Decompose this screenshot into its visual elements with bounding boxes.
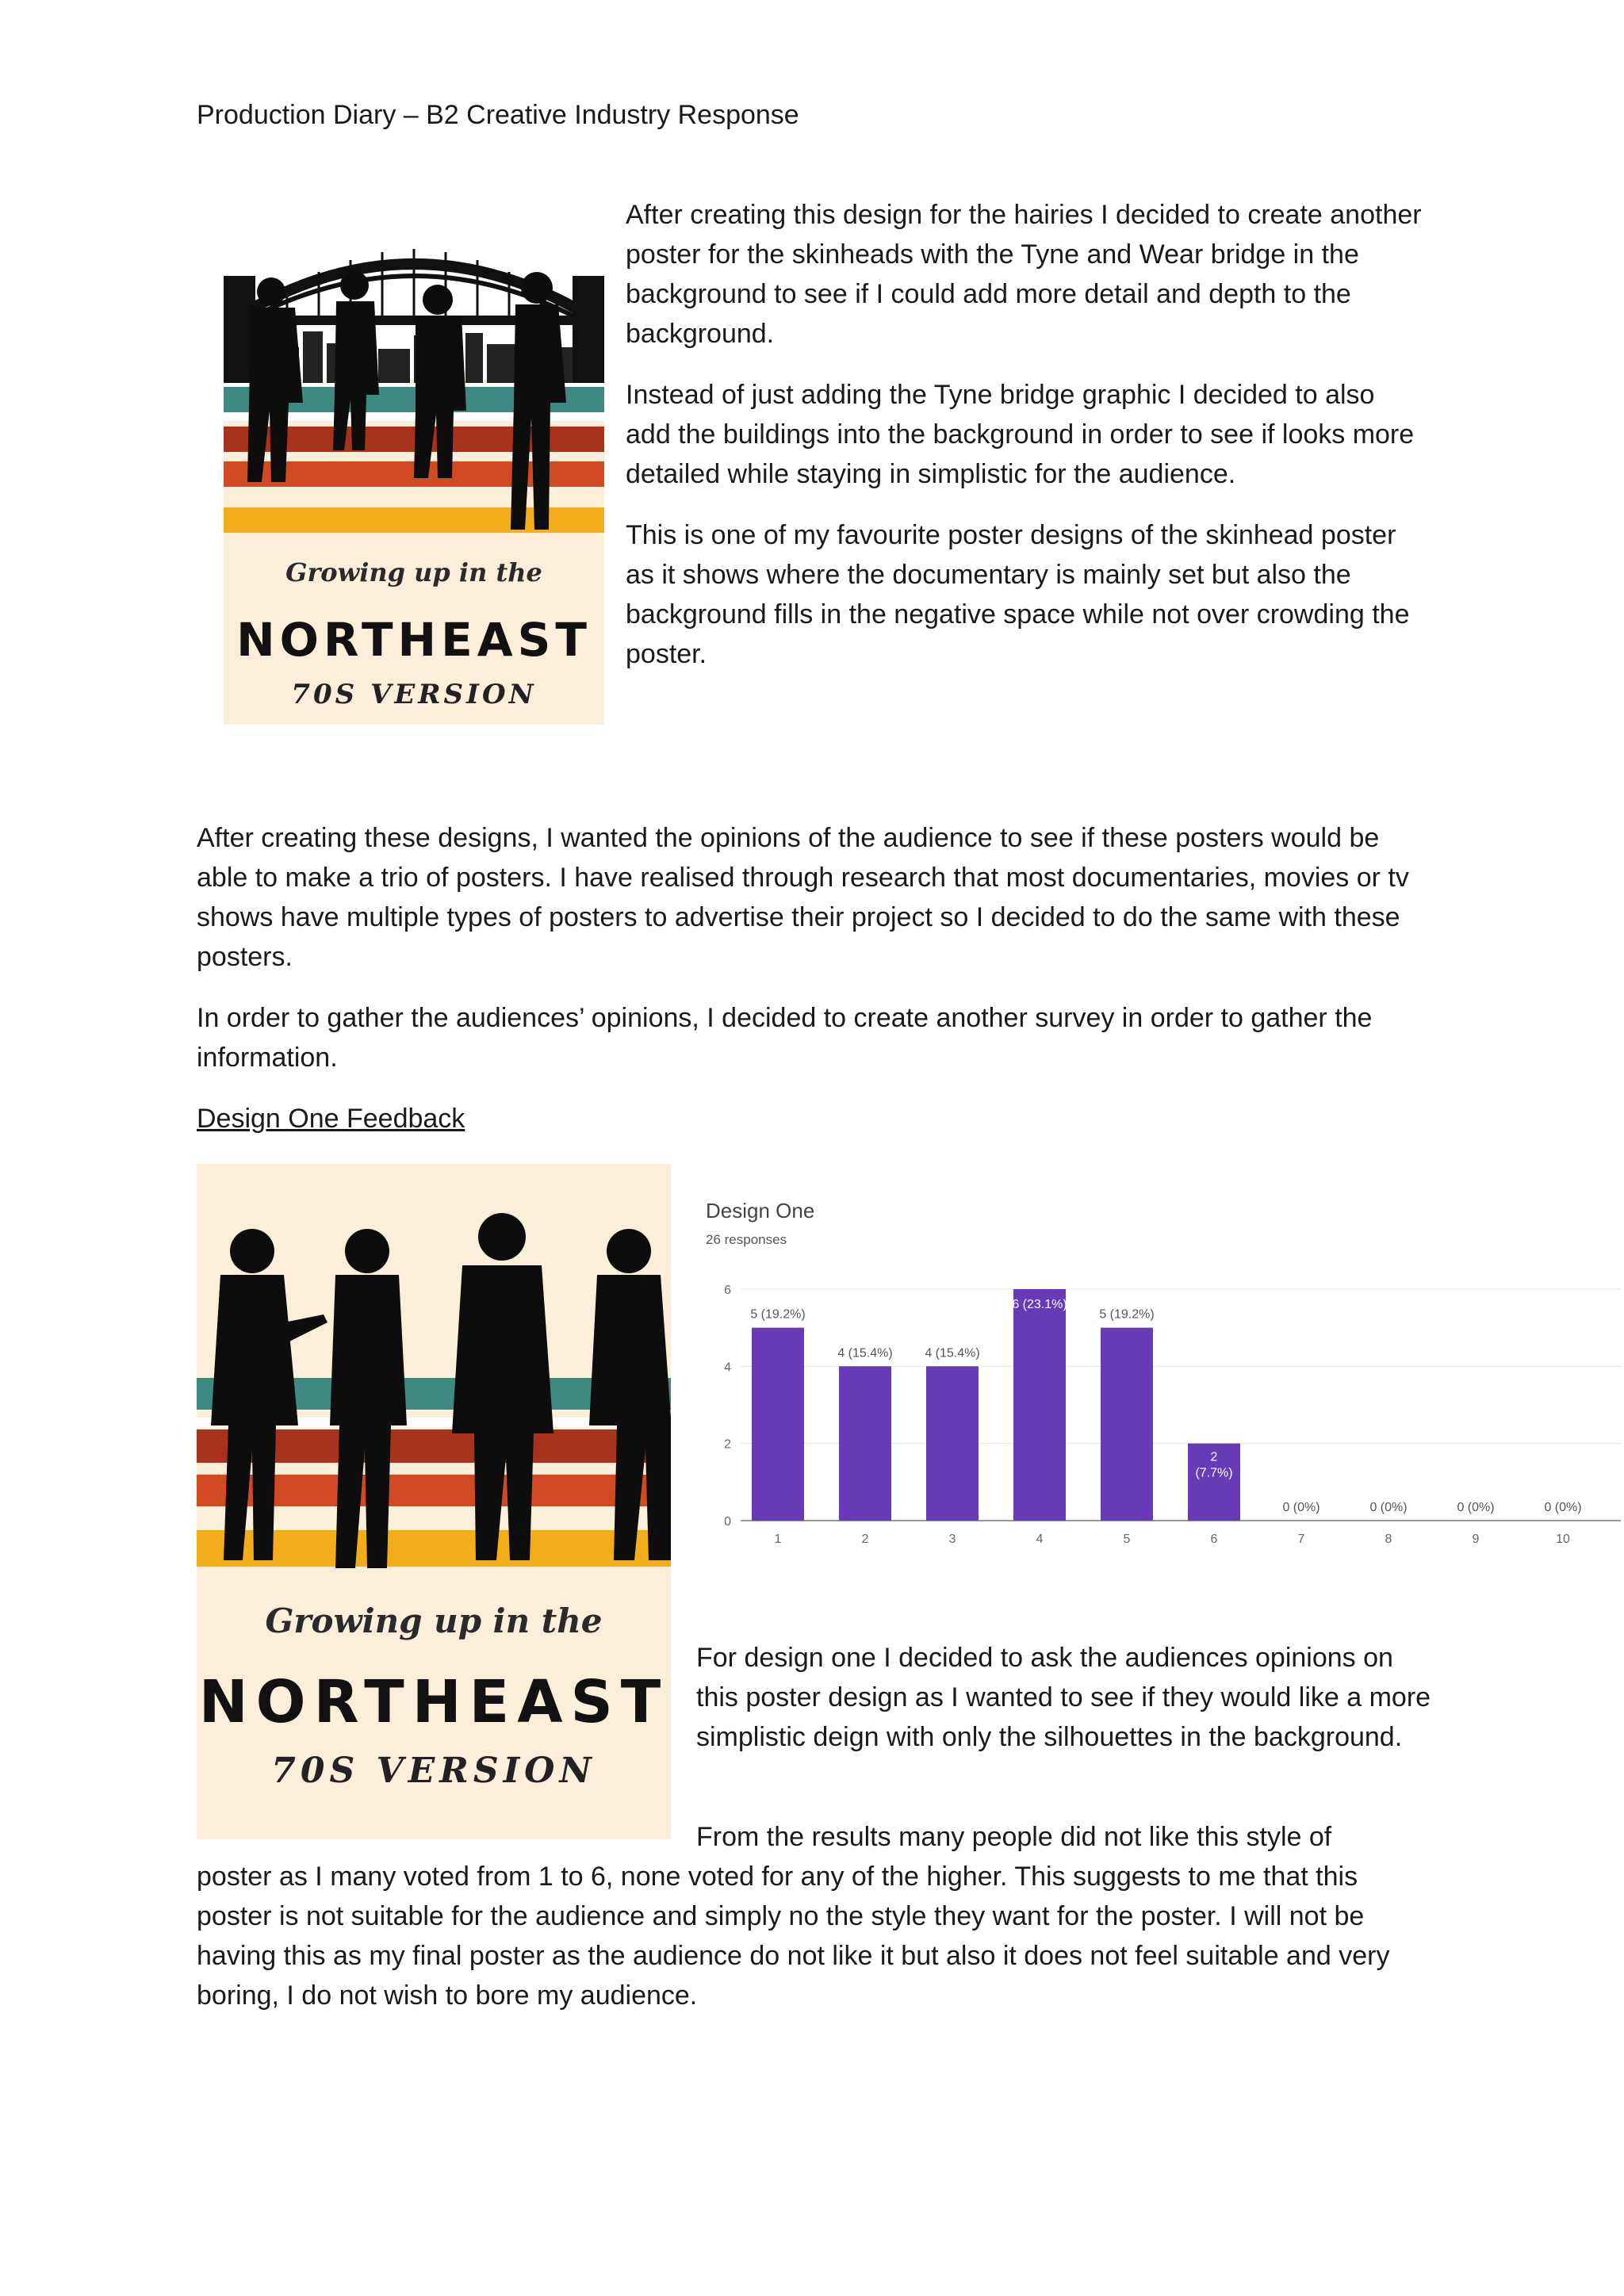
chart-bar (839, 1366, 891, 1521)
poster-bridge-line2: NORTHEAST (236, 613, 592, 667)
chart-data-label: 0 (0%) (1282, 1501, 1320, 1514)
chart-data-label: 0 (0%) (1369, 1501, 1408, 1514)
bottom-side-paragraphs (696, 1638, 1434, 1778)
paragraph: In order to gather the audiences’ opinions, I decided to create another survey in order to gather the information. (197, 1003, 1373, 1073)
section-heading: Design One Feedback (197, 1104, 465, 1134)
chart-xtick-label: 3 (948, 1533, 956, 1546)
poster-bridge-line3: 70S VERSION (291, 679, 537, 710)
chart-bar (1101, 1328, 1153, 1521)
chart-ytick-label: 0 (724, 1515, 731, 1529)
middle-paragraphs (197, 818, 1434, 1160)
poster-design-one-line3: 70S VERSION (271, 1751, 596, 1791)
poster-design-one-line2: NORTHEAST (198, 1668, 669, 1736)
page-header: Production Diary – B2 Creative Industry Response (197, 100, 799, 130)
chart-title: Design One (706, 1199, 815, 1223)
paragraph-rest: poster as I many voted from 1 to 6, none voted for any of the higher. This suggests to me that this poster is not suitable for the audience and simply no the style they want for the poster. I will not be having this as my final poster as the audience do not like it but also it does not feel suitable and very boring, I do not wish to bore my audience. (197, 1862, 1390, 2011)
paragraph-first-line: From the results many people did not like this style of (696, 1822, 1332, 1852)
paragraph: This is one of my favourite poster designs of the skinhead poster as it shows where the documentary is mainly set but also the background fills in the negative space while not over crowding the poster. (626, 520, 1410, 669)
chart-data-label: 5 (19.2%) (750, 1307, 806, 1322)
paragraph: For design one I decided to ask the audiences opinions on this poster design as I wanted to see if they would like a more simplistic deign with only the silhouettes in the background. (696, 1643, 1431, 1752)
paragraph: After creating these designs, I wanted the opinions of the audience to see if these posters would be able to make a trio of posters. I have realised through research that most documentaries, movies or tv shows have multiple types of posters to advertise their project so I decided to do the same with these posters. (197, 823, 1409, 972)
chart-data-label: 2 (1210, 1450, 1218, 1464)
chart-ytick-label: 4 (724, 1360, 731, 1375)
chart-bar (926, 1366, 979, 1521)
design-one-chart (693, 1180, 1624, 1560)
chart-bar (752, 1328, 804, 1521)
chart-data-label: 5 (19.2%) (1099, 1307, 1155, 1322)
chart-data-label: 0 (0%) (1544, 1501, 1582, 1514)
chart-ytick-label: 2 (724, 1437, 731, 1452)
chart-data-label: 4 (15.4%) (925, 1346, 980, 1360)
chart-bar (1013, 1289, 1066, 1521)
chart-xtick-label: 6 (1210, 1533, 1218, 1546)
chart-xtick-label: 4 (1036, 1533, 1044, 1546)
poster-bridge-image (224, 197, 604, 725)
chart-xtick-label: 8 (1385, 1533, 1392, 1546)
paragraph: Instead of just adding the Tyne bridge graphic I decided to also add the buildings into the background in order to see if looks more detailed while staying in simplistic for the audience. (626, 380, 1415, 489)
chart-xtick-label: 7 (1297, 1533, 1305, 1546)
chart-plot (693, 1180, 1624, 1560)
chart-data-label: (7.7%) (1195, 1466, 1233, 1480)
poster-design-one-art (197, 1164, 671, 1839)
chart-data-label: 6 (23.1%) (1012, 1298, 1067, 1311)
chart-xtick-label: 1 (774, 1533, 782, 1546)
chart-xtick-label: 5 (1123, 1533, 1131, 1546)
top-paragraphs (626, 195, 1427, 695)
chart-xtick-label: 9 (1472, 1533, 1480, 1546)
chart-ytick-label: 6 (724, 1284, 731, 1297)
chart-xtick-label: 10 (1556, 1533, 1570, 1546)
paragraph: After creating this design for the hairies I decided to create another poster for the skinheads with the Tyne and Wear bridge in the background to see if I could add more detail and depth to the background. (626, 200, 1422, 349)
chart-subtitle: 26 responses (706, 1232, 787, 1247)
chart-xtick-label: 2 (861, 1533, 869, 1546)
chart-data-label: 4 (15.4%) (837, 1346, 893, 1360)
chart-data-label: 0 (0%) (1457, 1501, 1495, 1514)
poster-design-one-image (197, 1164, 671, 1839)
poster-design-one-line1: Growing up in the (265, 1601, 603, 1640)
poster-bridge-line1: Growing up in the (285, 557, 542, 587)
